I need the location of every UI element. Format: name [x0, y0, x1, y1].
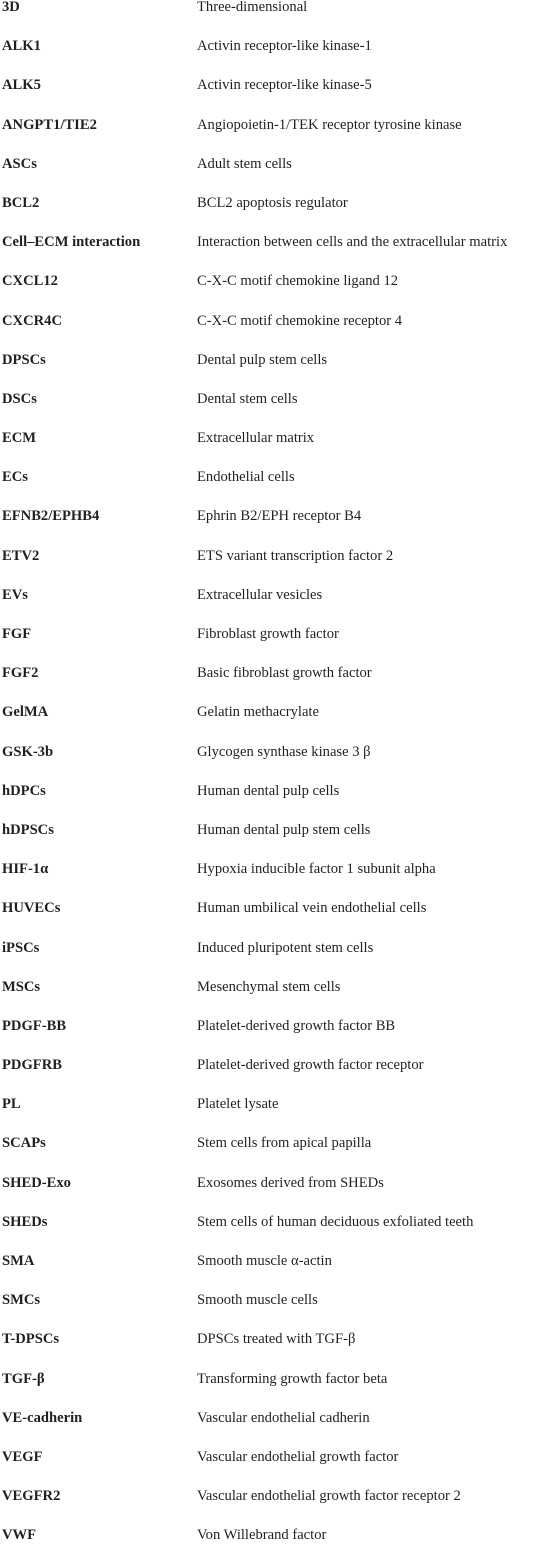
abbreviation-definition: Adult stem cells — [197, 155, 292, 172]
abbreviation-definition: Three-dimensional — [197, 0, 308, 15]
abbreviation-row — [0, 901, 558, 940]
abbreviation-term: PDGFRB — [2, 1057, 62, 1074]
abbreviation-row — [0, 470, 558, 509]
abbreviation-definition: Smooth muscle cells — [197, 1292, 318, 1309]
abbreviation-row — [0, 392, 558, 431]
abbreviation-term: DPSCs — [2, 351, 46, 368]
abbreviation-definition: Induced pluripotent stem cells — [197, 939, 374, 956]
abbreviation-row — [0, 549, 558, 588]
abbreviation-definition: Human dental pulp cells — [197, 782, 340, 799]
abbreviation-definition: Vascular endothelial cadherin — [197, 1409, 370, 1426]
abbreviation-row — [0, 1019, 558, 1058]
abbreviation-term: ECs — [2, 469, 28, 486]
abbreviation-term: VEGF — [2, 1448, 43, 1465]
abbreviation-row — [0, 314, 558, 353]
abbreviation-term: BCL2 — [2, 194, 40, 211]
abbreviation-term: Cell–ECM interaction — [2, 234, 141, 251]
abbreviation-row — [0, 1528, 558, 1567]
abbreviation-definition: Basic fibroblast growth factor — [197, 665, 372, 682]
abbreviation-definition: Gelatin methacrylate — [197, 704, 319, 721]
abbreviation-row — [0, 235, 558, 274]
abbreviation-definition: Platelet-derived growth factor BB — [197, 1017, 396, 1034]
abbreviation-term: EFNB2/EPHB4 — [2, 508, 100, 525]
abbreviation-definition: ETS variant transcription factor 2 — [197, 547, 394, 564]
abbreviation-row — [0, 980, 558, 1019]
abbreviation-term: MSCs — [2, 978, 41, 995]
abbreviation-row — [0, 705, 558, 744]
abbreviation-definition: Stem cells of human deciduous exfoliated teeth — [197, 1213, 474, 1230]
abbreviation-row — [0, 1489, 558, 1528]
abbreviation-definition: Fibroblast growth factor — [197, 626, 339, 642]
abbreviation-row — [0, 1332, 558, 1371]
abbreviation-term: iPSCs — [2, 939, 40, 956]
abbreviation-definition: Ephrin B2/EPH receptor B4 — [197, 508, 362, 525]
abbreviation-row — [0, 862, 558, 901]
abbreviation-row — [0, 0, 558, 39]
abbreviation-term: GSK-3b — [2, 743, 54, 760]
abbreviation-row — [0, 1176, 558, 1215]
abbreviation-row — [0, 1293, 558, 1332]
abbreviation-term: FGF2 — [2, 665, 39, 682]
abbreviation-definition: Extracellular matrix — [197, 430, 315, 447]
abbreviation-term: SMCs — [2, 1292, 41, 1309]
abbreviation-term: SMA — [2, 1253, 35, 1269]
abbreviation-term: DSCs — [2, 390, 37, 407]
abbreviation-term: ALK1 — [2, 38, 41, 55]
abbreviation-term: SHED-Exo — [2, 1174, 71, 1191]
abbreviation-definition: BCL2 apoptosis regulator — [197, 194, 348, 211]
abbreviation-term: ALK5 — [2, 77, 41, 94]
abbreviation-term: HUVECs — [2, 900, 61, 917]
abbreviation-term: HIF-1α — [2, 861, 49, 878]
abbreviation-row — [0, 588, 558, 627]
abbreviation-row — [0, 1411, 558, 1450]
abbreviation-term: hDPCs — [2, 782, 46, 799]
abbreviation-row — [0, 274, 558, 313]
abbreviation-definition: DPSCs treated with TGF-β — [197, 1331, 356, 1348]
abbreviation-definition: Human dental pulp stem cells — [197, 821, 371, 838]
abbreviation-row — [0, 941, 558, 980]
abbreviation-definition: C-X-C motif chemokine ligand 12 — [197, 273, 399, 290]
abbreviation-term: ECM — [2, 430, 37, 447]
abbreviation-definition: Smooth muscle α-actin — [197, 1253, 332, 1269]
abbreviation-term: VE-cadherin — [2, 1409, 83, 1426]
abbreviation-definition: Extracellular vesicles — [197, 586, 323, 603]
abbreviation-row — [0, 509, 558, 548]
abbreviation-term: PL — [2, 1096, 21, 1113]
abbreviation-definition: Endothelial cells — [197, 469, 295, 486]
abbreviation-definition: Stem cells from apical papilla — [197, 1135, 372, 1152]
abbreviation-row — [0, 353, 558, 392]
abbreviation-row — [0, 666, 558, 705]
abbreviation-row — [0, 78, 558, 117]
abbreviation-row — [0, 627, 558, 666]
abbreviation-row — [0, 823, 558, 862]
abbreviation-term: T-DPSCs — [2, 1331, 60, 1348]
abbreviation-definition: Dental stem cells — [197, 390, 298, 407]
abbreviation-term: ASCs — [2, 155, 37, 172]
abbreviation-term: CXCL12 — [2, 273, 58, 290]
abbreviation-definition: Von Willebrand factor — [197, 1527, 327, 1544]
abbreviation-row — [0, 196, 558, 235]
abbreviation-term: VWF — [2, 1527, 37, 1544]
abbreviation-term: hDPSCs — [2, 821, 54, 838]
abbreviation-term: GelMA — [2, 704, 49, 721]
abbreviation-term: SHEDs — [2, 1213, 48, 1230]
abbreviation-row — [0, 1450, 558, 1489]
abbreviation-definition: Hypoxia inducible factor 1 subunit alpha — [197, 861, 436, 878]
abbreviation-definition: Activin receptor-like kinase-5 — [197, 77, 372, 94]
abbreviation-definition: C-X-C motif chemokine receptor 4 — [197, 312, 403, 329]
abbreviation-term: EVs — [2, 586, 28, 603]
abbreviation-definition: Human umbilical vein endothelial cells — [197, 900, 427, 917]
abbreviation-term: ANGPT1/TIE2 — [2, 116, 97, 133]
abbreviation-term: TGF-β — [2, 1370, 45, 1387]
abbreviation-definition: Mesenchymal stem cells — [197, 978, 341, 995]
abbreviation-row — [0, 745, 558, 784]
abbreviation-term: VEGFR2 — [2, 1488, 61, 1505]
abbreviation-row — [0, 1136, 558, 1175]
abbreviation-row — [0, 1215, 558, 1254]
abbreviation-row — [0, 1058, 558, 1097]
abbreviation-row — [0, 1372, 558, 1411]
abbreviation-definition: Vascular endothelial growth factor — [197, 1448, 399, 1465]
abbreviation-term: PDGF-BB — [2, 1017, 67, 1034]
abbreviation-row — [0, 1097, 558, 1136]
abbreviation-term: 3D — [2, 0, 20, 15]
abbreviation-definition: Activin receptor-like kinase-1 — [197, 38, 372, 55]
abbreviation-definition: Interaction between cells and the extracellular matrix — [197, 234, 508, 251]
abbreviation-definition: Dental pulp stem cells — [197, 351, 328, 368]
abbreviation-term: FGF — [2, 626, 32, 642]
abbreviation-term: ETV2 — [2, 547, 40, 564]
abbreviation-definition: Angiopoietin-1/TEK receptor tyrosine kinase — [197, 116, 462, 133]
abbreviation-definition: Transforming growth factor beta — [197, 1370, 388, 1387]
abbreviation-definition: Platelet lysate — [197, 1096, 279, 1113]
abbreviation-definition: Vascular endothelial growth factor receptor 2 — [197, 1488, 461, 1505]
abbreviation-row — [0, 39, 558, 78]
abbreviation-definition: Glycogen synthase kinase 3 β — [197, 743, 371, 760]
abbreviation-term: SCAPs — [2, 1135, 46, 1152]
abbreviation-row — [0, 784, 558, 823]
abbreviation-term: CXCR4C — [2, 312, 62, 329]
abbreviation-row — [0, 118, 558, 157]
abbreviation-row — [0, 1254, 558, 1293]
abbreviation-row — [0, 157, 558, 196]
abbreviation-definition: Exosomes derived from SHEDs — [197, 1174, 384, 1191]
abbreviation-definition: Platelet-derived growth factor receptor — [197, 1057, 424, 1074]
abbreviation-row — [0, 431, 558, 470]
